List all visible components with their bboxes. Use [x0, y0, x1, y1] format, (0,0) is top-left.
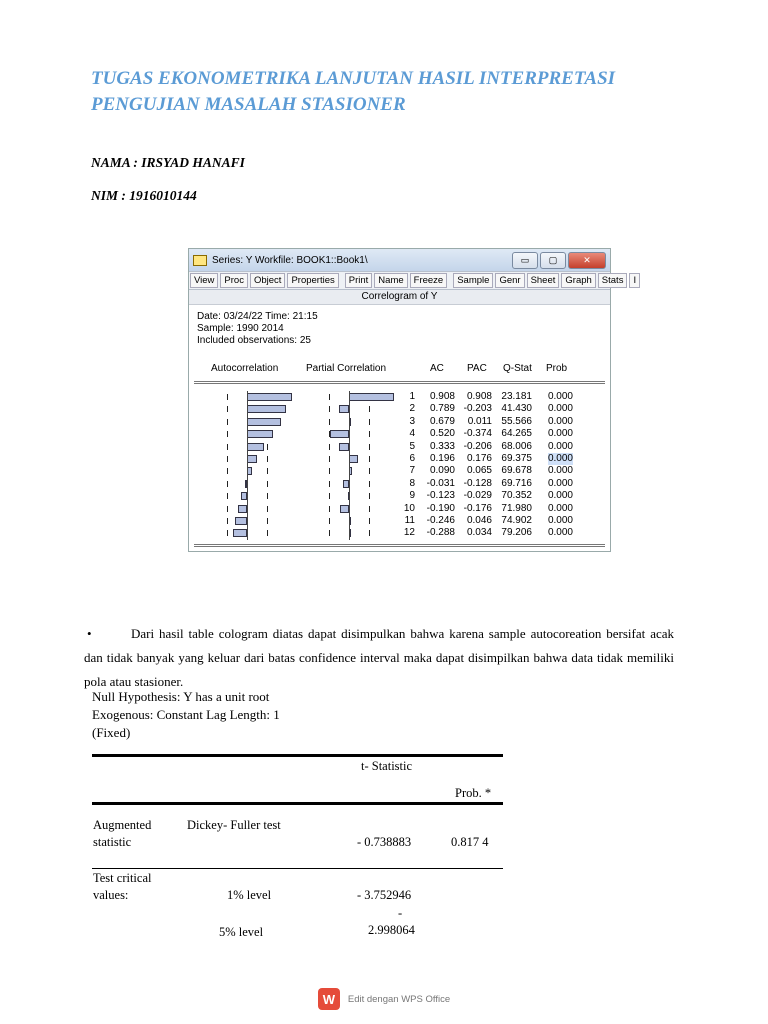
- qstat-cell: 64.265: [501, 428, 532, 440]
- correlogram-row: [189, 515, 610, 527]
- correlogram-column-headers: [189, 363, 610, 377]
- prob-cell: 0.000: [547, 415, 573, 427]
- pac-left-dash: [329, 493, 330, 499]
- pac-cell: -0.176: [463, 502, 492, 514]
- exogenous-line: Exogenous: Constant Lag Length: 1: [92, 707, 280, 722]
- pac-cell: -0.206: [463, 440, 492, 452]
- eviews-window: [188, 248, 637, 552]
- qstat-cell: 69.678: [501, 465, 532, 477]
- window-toolbar: [189, 271, 637, 290]
- ac-left-dash: [227, 518, 228, 524]
- window-titlebar: [189, 249, 610, 271]
- ac-left-dash: [227, 506, 228, 512]
- ac-cell: -0.123: [426, 490, 455, 502]
- ac-bar: [247, 418, 281, 426]
- toolbar-sheet-button[interactable]: Sheet: [527, 273, 560, 288]
- correlogram-heading: Correlogram of Y: [189, 290, 610, 305]
- pac-right-dash: [369, 481, 370, 487]
- qstat-cell: 74.902: [501, 515, 532, 526]
- footer-rule-1: [194, 544, 605, 545]
- col-autocorrelation: Autocorrelation: [211, 363, 279, 374]
- pac-cell: -0.374: [463, 428, 492, 440]
- pac-right-dash: [369, 406, 370, 412]
- student-nim: NIM : 1916010144: [91, 188, 197, 203]
- level-5-dash: -: [398, 906, 403, 920]
- ac-cell: -0.288: [426, 527, 455, 539]
- pac-cell: 0.176: [466, 453, 492, 464]
- ac-right-dash: [267, 444, 268, 450]
- qstat-cell: 69.375: [501, 453, 532, 464]
- test-critical-label: Test critical: [93, 871, 152, 885]
- ac-cell: 0.679: [429, 415, 455, 427]
- ac-bar: [247, 455, 257, 463]
- pac-cell: 0.034: [466, 527, 492, 539]
- hypothesis-block: [92, 688, 280, 742]
- pac-left-dash: [329, 444, 330, 450]
- ac-left-dash: [227, 406, 228, 412]
- level-1-value: - 3.752946: [357, 888, 412, 902]
- lag-cell: 1: [409, 391, 415, 402]
- lag-cell: 6: [409, 453, 415, 464]
- ac-cell: 0.520: [429, 428, 455, 440]
- ac-left-dash: [227, 444, 228, 450]
- ac-right-dash: [267, 456, 268, 462]
- wps-footer-text: Edit dengan WPS Office: [347, 993, 451, 1005]
- pac-right-dash: [369, 530, 370, 536]
- ac-left-dash: [227, 394, 228, 400]
- col-prob: Prob: [546, 363, 568, 374]
- augmented-label: Augmented: [93, 818, 152, 832]
- prob-cell: 0.000: [547, 428, 573, 440]
- ac-bar: [238, 505, 248, 513]
- prob-header: Prob. *: [455, 786, 492, 800]
- qstat-cell: 79.206: [501, 527, 532, 539]
- wps-logo-icon: W: [318, 988, 340, 1010]
- ac-bar: [247, 443, 264, 451]
- pac-cell: -0.203: [463, 403, 492, 415]
- lag-cell: 5: [409, 440, 415, 452]
- prob-cell: 0.000: [547, 515, 573, 526]
- pac-bar: [349, 393, 394, 401]
- ac-right-dash: [267, 518, 268, 524]
- ac-right-dash: [267, 493, 268, 499]
- pac-left-dash: [329, 506, 330, 512]
- toolbar-view-button[interactable]: View: [190, 273, 218, 288]
- info-observations: Included observations: 25: [197, 335, 311, 346]
- toolbar-genr-button[interactable]: Genr: [495, 273, 524, 288]
- correlogram-row: [189, 391, 610, 403]
- toolbar-ident-button[interactable]: I: [629, 273, 640, 288]
- prob-cell: 0.000: [547, 453, 573, 464]
- correlogram-row: [189, 403, 610, 415]
- ac-left-dash: [227, 419, 228, 425]
- prob-cell: 0.000: [547, 477, 573, 489]
- pac-cell: 0.046: [466, 515, 492, 526]
- ac-left-dash: [227, 468, 228, 474]
- prob-cell: 0.000: [547, 527, 573, 539]
- correlogram-row: [189, 416, 610, 428]
- pac-bar: [349, 455, 358, 463]
- pac-cell: -0.029: [463, 490, 492, 502]
- pac-left-dash: [329, 518, 330, 524]
- correlogram-row: [189, 527, 610, 539]
- correlogram-info: [197, 311, 318, 347]
- ac-cell: -0.031: [426, 477, 455, 489]
- correlogram-row: [189, 478, 610, 490]
- pac-cell: -0.128: [463, 477, 492, 489]
- envelope-icon: [193, 255, 207, 266]
- lag-cell: 10: [403, 502, 415, 514]
- null-hypothesis: Null Hypothesis: Y has a unit root: [92, 689, 270, 704]
- lag-cell: 2: [409, 403, 415, 415]
- ac-right-dash: [267, 481, 268, 487]
- ac-cell: -0.190: [426, 502, 455, 514]
- toolbar-stats-button[interactable]: Stats: [598, 273, 628, 288]
- pac-right-dash: [369, 419, 370, 425]
- student-name: NAMA : IRSYAD HANAFI: [91, 155, 245, 170]
- ac-left-dash: [227, 431, 228, 437]
- pac-right-dash: [369, 493, 370, 499]
- ac-left-dash: [227, 493, 228, 499]
- toolbar-object-button[interactable]: Object: [250, 273, 285, 288]
- lag-cell: 4: [409, 428, 415, 440]
- prob-cell: 0.000: [547, 465, 573, 477]
- qstat-cell: 70.352: [501, 490, 532, 502]
- toolbar-proc-button[interactable]: Proc: [220, 273, 248, 288]
- adf-probability: 0.817 4: [451, 835, 489, 849]
- pac-zero-axis: [349, 391, 350, 540]
- interpretation-text: Dari hasil table cologram diatas dapat disimpulkan bahwa karena sample autocoreation bersifat acak dan tidak banyak yang keluar dari batas confidence interval maka dapat disimpilkan bahwa data tidak memiliki pola atau stasioner.: [84, 626, 674, 689]
- wps-footer: [0, 988, 768, 1010]
- pac-right-dash: [369, 444, 370, 450]
- pac-bar: [339, 443, 349, 451]
- prob-cell: 0.000: [547, 440, 573, 452]
- bullet-marker: •: [87, 626, 92, 641]
- ac-bar: [235, 517, 247, 525]
- ac-cell: 0.908: [429, 391, 455, 402]
- qstat-cell: 41.430: [501, 403, 532, 415]
- col-partial-correlation: Partial Correlation: [306, 363, 387, 374]
- table-top-rule: [92, 754, 503, 757]
- toolbar-freeze-button[interactable]: Freeze: [410, 273, 448, 288]
- ac-bar: [247, 393, 292, 401]
- prob-cell: 0.000: [547, 502, 573, 514]
- pac-right-dash: [369, 518, 370, 524]
- ac-cell: 0.333: [429, 440, 455, 452]
- level-5-value: 2.998064: [368, 923, 415, 937]
- pac-right-dash: [369, 506, 370, 512]
- ac-cell: 0.196: [429, 453, 455, 464]
- correlogram-row: [189, 490, 610, 502]
- pac-left-dash: [329, 468, 330, 474]
- values-label: values:: [93, 888, 129, 902]
- col-ac: AC: [430, 363, 444, 374]
- minimize-button[interactable]: ▭: [512, 252, 538, 269]
- ac-bar: [247, 430, 273, 438]
- ac-right-dash: [267, 506, 268, 512]
- ac-left-dash: [227, 481, 228, 487]
- maximize-button[interactable]: ▢: [540, 252, 566, 269]
- window-title: Series: Y Workfile: BOOK1::Book1\: [212, 254, 368, 266]
- pac-cell: 0.011: [467, 415, 492, 427]
- lag-cell: 8: [409, 477, 415, 489]
- ac-bar: [247, 405, 286, 413]
- lag-cell: 3: [409, 415, 415, 427]
- info-sample: Sample: 1990 2014: [197, 323, 284, 334]
- toolbar-graph-button[interactable]: Graph: [561, 273, 595, 288]
- ac-right-dash: [267, 530, 268, 536]
- correlogram-row: [189, 465, 610, 477]
- qstat-cell: 68.006: [501, 440, 532, 452]
- pac-cell: 0.065: [466, 465, 492, 477]
- toolbar-print-button[interactable]: Print: [345, 273, 373, 288]
- footer-rule-2: [194, 546, 605, 547]
- prob-cell: 0.000: [547, 403, 573, 415]
- qstat-cell: 71.980: [501, 502, 532, 514]
- ac-left-dash: [227, 530, 228, 536]
- pac-cell: 0.908: [466, 391, 492, 402]
- ac-right-dash: [267, 468, 268, 474]
- dickey-fuller-label: Dickey- Fuller test: [187, 818, 281, 832]
- correlogram-row: [189, 453, 610, 465]
- adf-t-statistic: - 0.738883: [357, 835, 412, 849]
- interpretation-paragraph: [84, 622, 674, 694]
- lag-cell: 12: [403, 527, 415, 539]
- level-1-label: 1% level: [227, 888, 272, 902]
- pac-left-dash: [329, 406, 330, 412]
- lag-cell: 11: [404, 515, 415, 526]
- ac-cell: -0.246: [426, 515, 455, 526]
- document-title: TUGAS EKONOMETRIKA LANJUTAN HASIL INTERPRETASI PENGUJIAN MASALAH STASIONER: [91, 68, 616, 115]
- header-rule-1: [194, 381, 605, 382]
- pac-bar: [339, 405, 349, 413]
- table-mid-rule: [92, 868, 503, 869]
- info-date: Date: 03/24/22 Time: 21:15: [197, 311, 318, 322]
- t-statistic-header: t- Statistic: [361, 759, 413, 773]
- pac-bar: [330, 430, 349, 438]
- pac-left-dash: [329, 530, 330, 536]
- toolbar-properties-button[interactable]: Properties: [287, 273, 338, 288]
- close-button[interactable]: ✕: [568, 252, 606, 269]
- pac-right-dash: [369, 431, 370, 437]
- ac-cell: 0.090: [429, 465, 455, 477]
- prob-cell: 0.000: [547, 490, 573, 502]
- statistic-label: statistic: [93, 835, 132, 849]
- pac-right-dash: [369, 456, 370, 462]
- pac-left-dash: [329, 456, 330, 462]
- correlogram-row: [189, 428, 610, 440]
- prob-cell: 0.000: [547, 391, 573, 402]
- pac-left-dash: [329, 419, 330, 425]
- toolbar-name-button[interactable]: Name: [374, 273, 407, 288]
- correlogram-row: [189, 441, 610, 453]
- lag-cell: 9: [409, 490, 415, 502]
- toolbar-sample-button[interactable]: Sample: [453, 273, 493, 288]
- lag-cell: 7: [409, 465, 415, 477]
- pac-left-dash: [329, 481, 330, 487]
- level-5-label: 5% level: [219, 925, 264, 939]
- correlogram-row: [189, 503, 610, 515]
- header-rule-2: [194, 383, 605, 384]
- pac-left-dash: [329, 394, 330, 400]
- pac-bar: [340, 505, 349, 513]
- ac-bar: [233, 529, 247, 537]
- col-pac: PAC: [467, 363, 487, 374]
- pac-right-dash: [369, 468, 370, 474]
- ac-cell: 0.789: [429, 403, 455, 415]
- fixed-line: (Fixed): [92, 725, 131, 740]
- table-header-rule: [92, 802, 503, 805]
- ac-left-dash: [227, 456, 228, 462]
- ac-zero-axis: [247, 391, 248, 540]
- qstat-cell: 55.566: [501, 415, 532, 427]
- qstat-cell: 23.181: [501, 391, 532, 402]
- col-qstat: Q-Stat: [503, 363, 532, 374]
- qstat-cell: 69.716: [501, 477, 532, 489]
